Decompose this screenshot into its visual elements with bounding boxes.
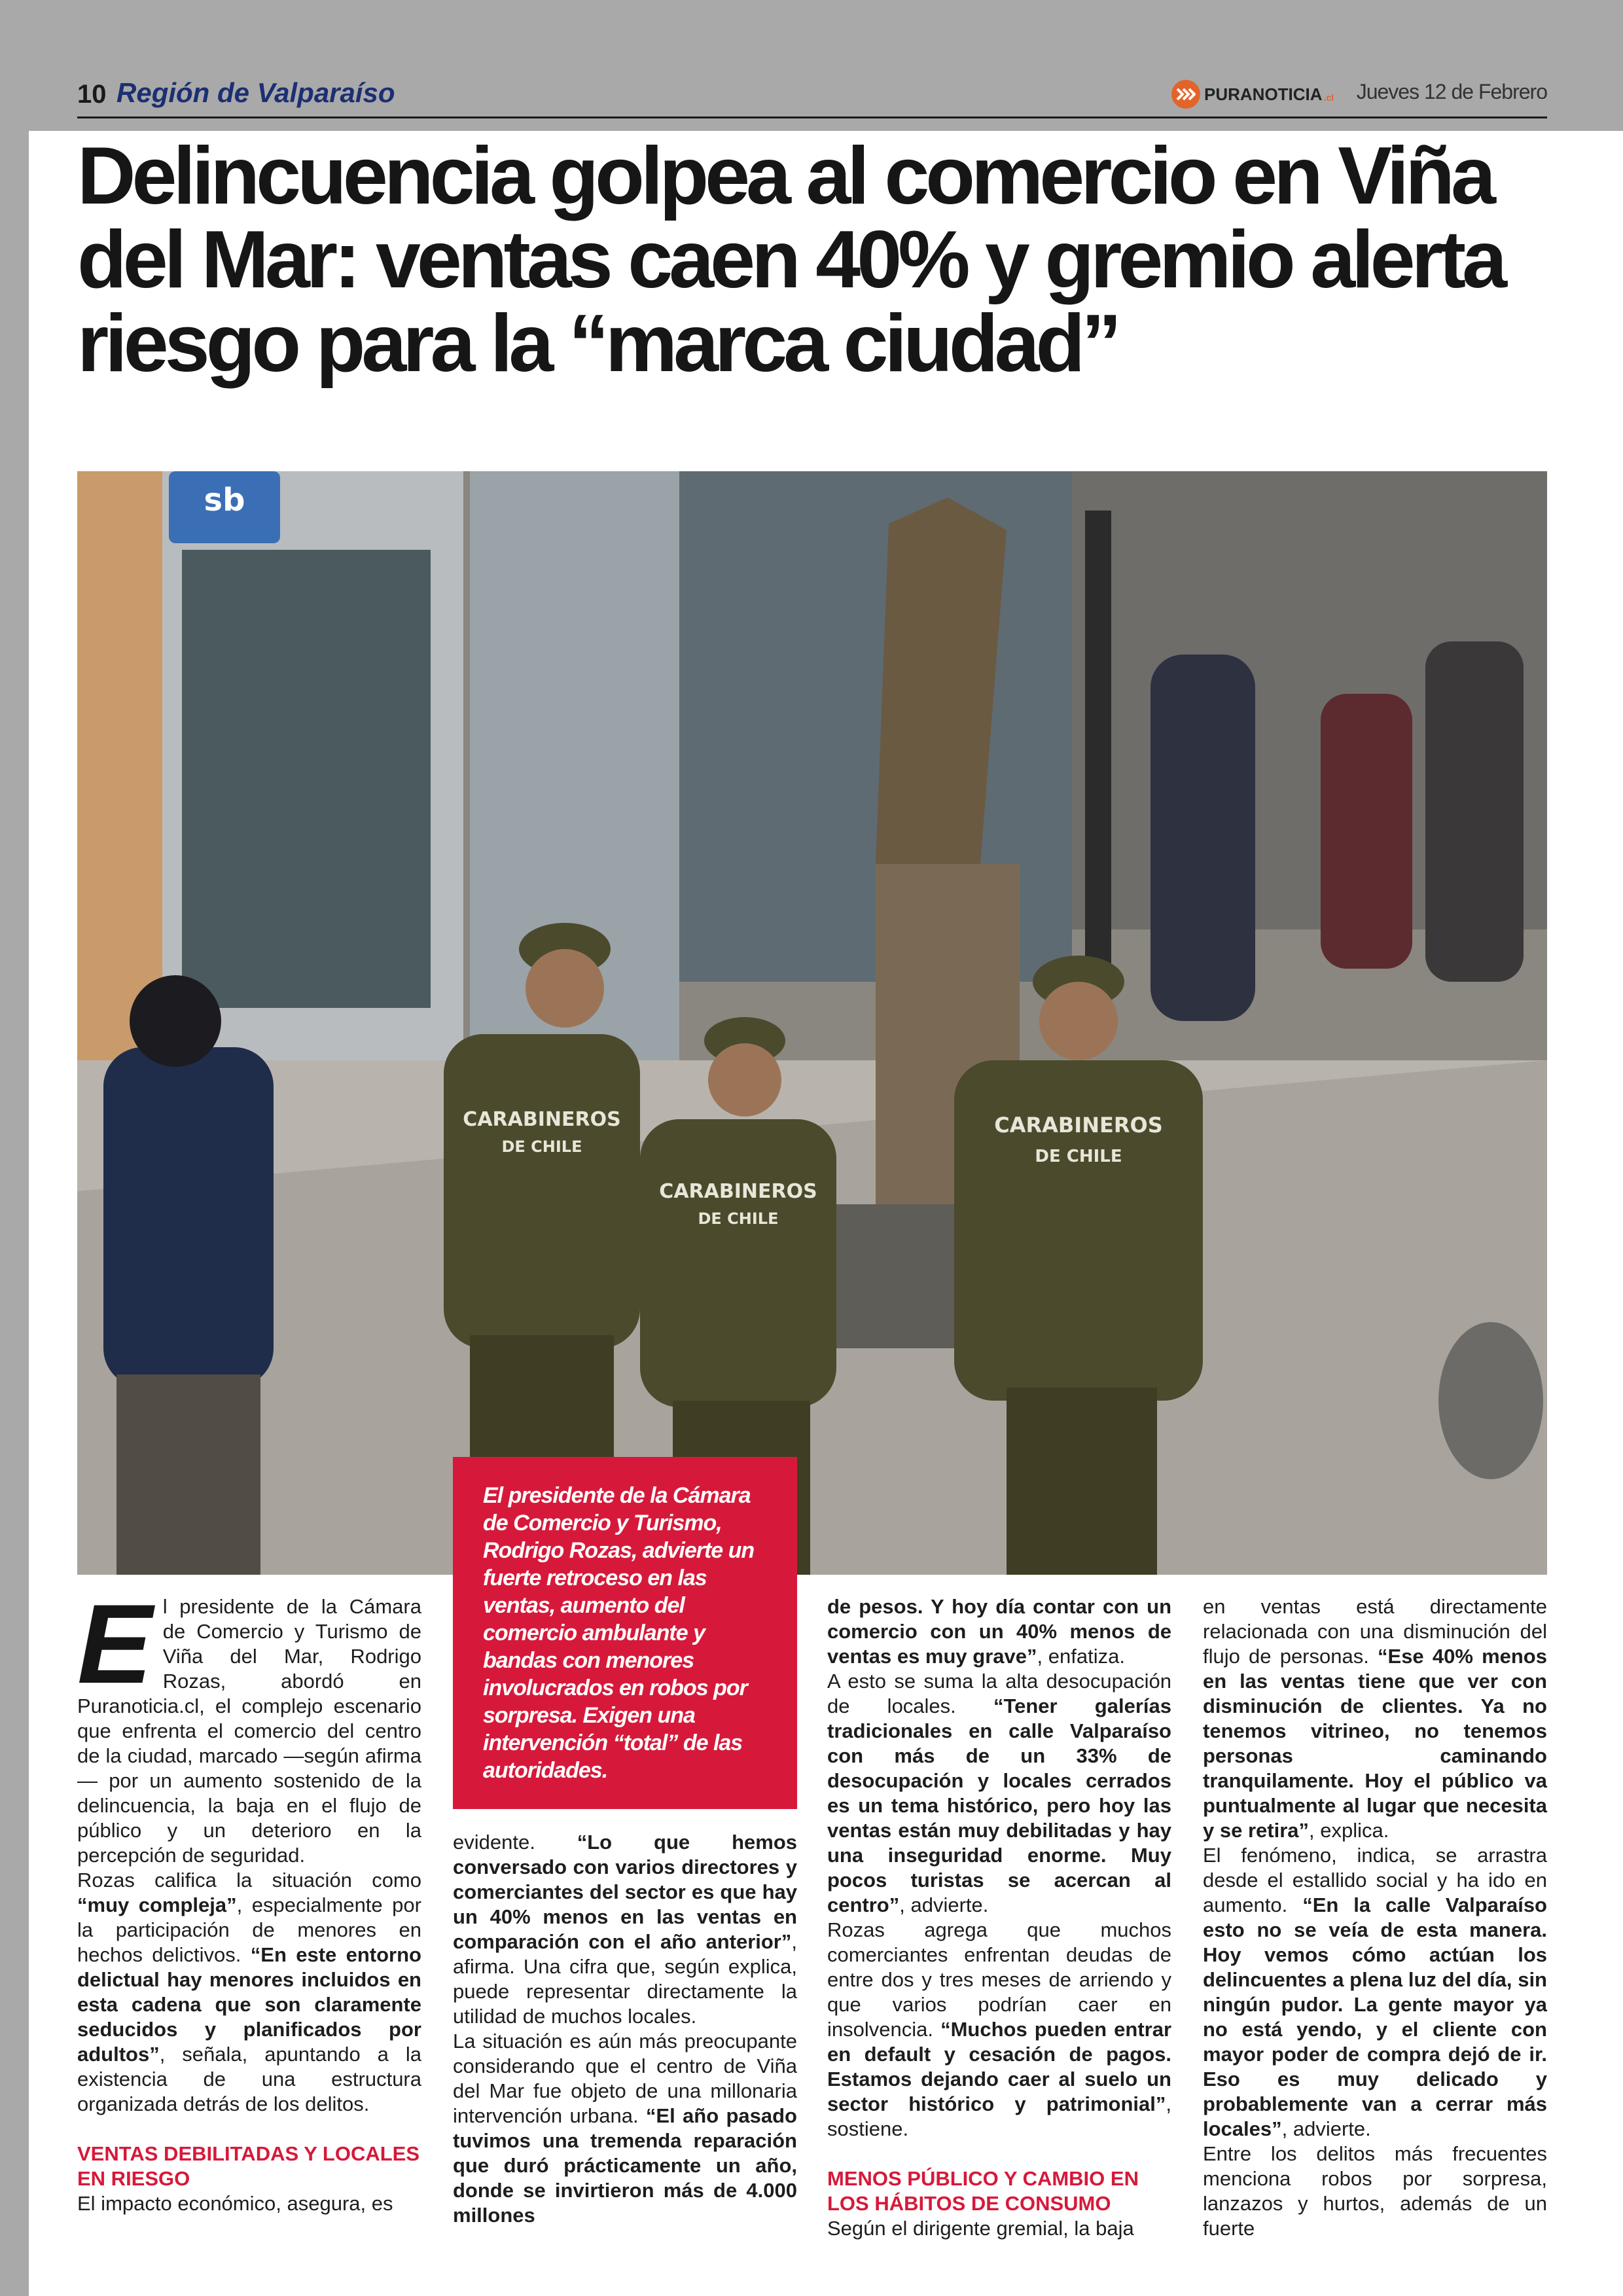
text-span: , sostiene.	[827, 2092, 1171, 2140]
text-span: , especialmente por la participación de menores en hechos delictivos.	[77, 1893, 421, 1966]
quote-span: “El año pasado tuvimos una tremenda reparación que duró prácticamente un año, donde se invirtieron más de 4.000 millones	[453, 2104, 797, 2227]
section-title: Región de Valparaíso	[116, 77, 395, 108]
subheading: MENOS PÚBLICO Y CAMBIO EN LOS HÁBITOS DE CONSUMO	[827, 2167, 1139, 2215]
paragraph-text: l presidente de la Cámara de Comercio y Turismo de Viña del Mar, Rodrigo Rozas, abordó en Puranoticia.cl, el complejo escenario que enfrenta el comercio del centro de la ciudad, marcado —según afirma— por un aumento sostenido de la delincuencia, la baja en el flujo de público y un deterioro en la percepción de seguridad.	[77, 1595, 421, 1867]
text-span: , afirma. Una cifra que, según explica, puede representar directamente la utilidad de muchos locales.	[453, 1930, 797, 2028]
vest-1b-text: DE CHILE	[501, 1138, 582, 1156]
paragraph	[827, 1669, 1171, 1918]
drop-cap: E	[77, 1581, 152, 1707]
quote-span: “En la calle Valparaíso esto no se veía de esta manera. Hoy vemos cómo actúan los delincuentes a plena luz del día, sin ningún pudor. La gente mayor ya no está yendo, y el cliente con mayor poder de compra dejó de ir. Eso es muy delicado y probablemente van a cerrar más locales”	[1203, 1893, 1547, 2140]
quote-span: “muy compleja”	[77, 1893, 237, 1916]
article-column-4	[1203, 1594, 1547, 2241]
paragraph	[77, 1581, 421, 1868]
article-column-2	[453, 1830, 797, 2228]
vest-3b-text: DE CHILE	[1035, 1147, 1122, 1166]
text-span: Rozas califica la situación como	[77, 1869, 421, 1892]
paragraph	[77, 1868, 421, 2117]
paragraph	[1203, 1843, 1547, 2142]
logo-suffix: .cl	[1323, 92, 1334, 103]
publication-logo	[1171, 76, 1334, 113]
quote-span: “Ese 40% menos en las ventas tiene que ver con disminución de clientes. Ya no tenemos vitrineo, no tenemos personas caminando tranquilamente. Hoy el público va puntualmente al lugar que necesita y se retira”	[1203, 1645, 1547, 1842]
subheading: VENTAS DEBILITADAS Y LOCALES EN RIESGO	[77, 2142, 420, 2190]
text-span: , señala, apuntando a la existencia de una estructura organizada detrás de los delitos.	[77, 2043, 421, 2115]
text-span: , advierte.	[1281, 2117, 1371, 2140]
vest-2-text: CARABINEROS	[659, 1180, 817, 1203]
vest-1-text: CARABINEROS	[463, 1108, 621, 1131]
page-number: 10	[77, 80, 107, 109]
logo-text: PURANOTICIA	[1204, 84, 1323, 104]
paragraph	[827, 1594, 1171, 1669]
paragraph	[453, 2029, 797, 2228]
paragraph	[1203, 1594, 1547, 1843]
article-column-3	[827, 1594, 1171, 2241]
page-header	[77, 72, 1547, 118]
text-span: A esto se suma la alta desocupación de locales.	[827, 1670, 1171, 1717]
paragraph	[453, 1830, 797, 2029]
article-photo	[77, 471, 1547, 1575]
quote-span: “Muchos pueden entrar en default y cesación de pagos. Estamos dejando caer al suelo un sector histórico y patrimonial”	[827, 2018, 1172, 2115]
article-column-1	[77, 1581, 421, 2216]
text-span: , explica.	[1309, 1819, 1389, 1842]
text-span: en ventas está directamente relacionada con una disminución del flujo de personas.	[1203, 1595, 1547, 1668]
paragraph: Según el dirigente gremial, la baja	[827, 2217, 1134, 2240]
text-span: , advierte.	[899, 1893, 989, 1916]
quote-span: de pesos. Y hoy día contar con un comercio con un 40% menos de ventas es muy grave”	[827, 1595, 1171, 1668]
text-span: , enfatiza.	[1037, 1645, 1125, 1668]
text-span: La situación es aún más preocupante considerando que el centro de Viña del Mar fue objeto de una millonaria intervención urbana.	[453, 2030, 797, 2127]
chevrons-icon	[1171, 80, 1200, 109]
text-span: evidente.	[453, 1831, 577, 1854]
text-span: Rozas agrega que muchos comerciantes enfrentan deudas de entre dos y tres meses de arriendo y que varios podrían caer en insolvencia.	[827, 1918, 1171, 2041]
quote-span: “Tener galerías tradicionales en calle Valparaíso con más de un 33% de desocupación y locales cerrados es un tema histórico, pero hoy las ventas están muy debilitadas y hay una inseguridad enorme. Muy pocos turistas se acercan al centro”	[827, 1695, 1171, 1916]
shop-sign-text: sb	[204, 482, 245, 518]
quote-span: “Lo que hemos conversado con varios directores y comerciantes del sector es que hay un 40% menos en las ventas en comparación con el año anterior”	[453, 1831, 797, 1953]
pull-quote: El presidente de la Cámara de Comercio y Turismo, Rodrigo Rozas, advierte un fuerte retroceso en las ventas, aumento del comercio ambulante y bandas con menores involucrados en robos por sorpresa. Exigen una intervención “total” de las autoridades.	[453, 1457, 797, 1809]
text-span: El fenómeno, indica, se arrastra desde el estallido social y ha ido en aumento.	[1203, 1844, 1547, 1916]
paragraph	[827, 1918, 1171, 2142]
article-headline: Delincuencia golpea al comercio en Viña del Mar: ventas caen 40% y gremio alerta riesgo para la “marca ciudad”	[77, 131, 1504, 389]
vest-2b-text: DE CHILE	[698, 1210, 779, 1228]
issue-date: Jueves 12 de Febrero	[1356, 80, 1547, 103]
quote-span: “En este entorno delictual hay menores incluidos en esta cadena que son claramente seducidos y planificados por adultos”	[77, 1943, 421, 2066]
vest-3-text: CARABINEROS	[994, 1113, 1163, 1138]
paragraph: El impacto económico, asegura, es	[77, 2192, 393, 2215]
paragraph: Entre los delitos más frecuentes menciona robos por sorpresa, lanzazos y hurtos, además de un fuerte	[1203, 2142, 1547, 2240]
